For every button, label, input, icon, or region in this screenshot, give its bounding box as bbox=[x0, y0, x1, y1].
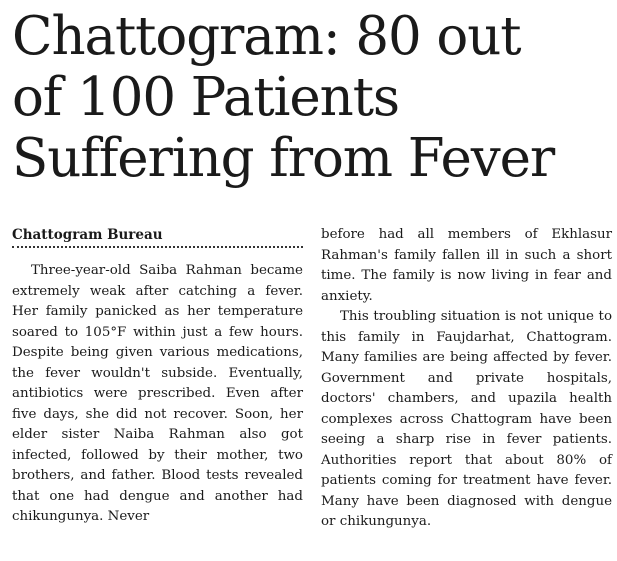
left-column bbox=[12, 225, 303, 533]
right-column bbox=[321, 225, 612, 533]
body-paragraph-1-continued: before had all members of Ekhlasur Rahman's family fallen ill in such a short time. The family is now living in fear and anxiety. bbox=[321, 227, 612, 304]
article-headline bbox=[12, 6, 607, 189]
article-body bbox=[12, 225, 612, 533]
byline-divider bbox=[12, 246, 303, 248]
byline: Chattogram Bureau bbox=[12, 227, 163, 243]
headline-line-3: Suffering from Fever bbox=[12, 128, 555, 189]
headline-line-1: Chattogram: 80 out bbox=[12, 6, 521, 67]
headline-line-2: of 100 Patients bbox=[12, 67, 400, 128]
body-paragraph-1: Three-year-old Saiba Rahman became extremely weak after catching a fever. Her family panicked as her temperature soared to 105°F within just a few hours. Despite being given various medications, the fever wouldn't subside. Eventually, antibiotics were prescribed. Even after five days, she did not recover. Soon, her elder sister Naiba Rahman also got infected, followed by their mother, two brothers, and father. Blood tests revealed that one had dengue and another had chikungunya. Never bbox=[12, 263, 303, 524]
body-paragraph-2: This troubling situation is not unique to this family in Faujdarhat, Chattogram. Many families are being affected by fever. Government and private hospitals, doctors' chambers, and upazila health complexes across Chattogram have been seeing a sharp rise in fever patients. Authorities report that about 80% of patients coming for treatment have fever. Many have been diagnosed with dengue or chikungunya. bbox=[321, 309, 612, 529]
